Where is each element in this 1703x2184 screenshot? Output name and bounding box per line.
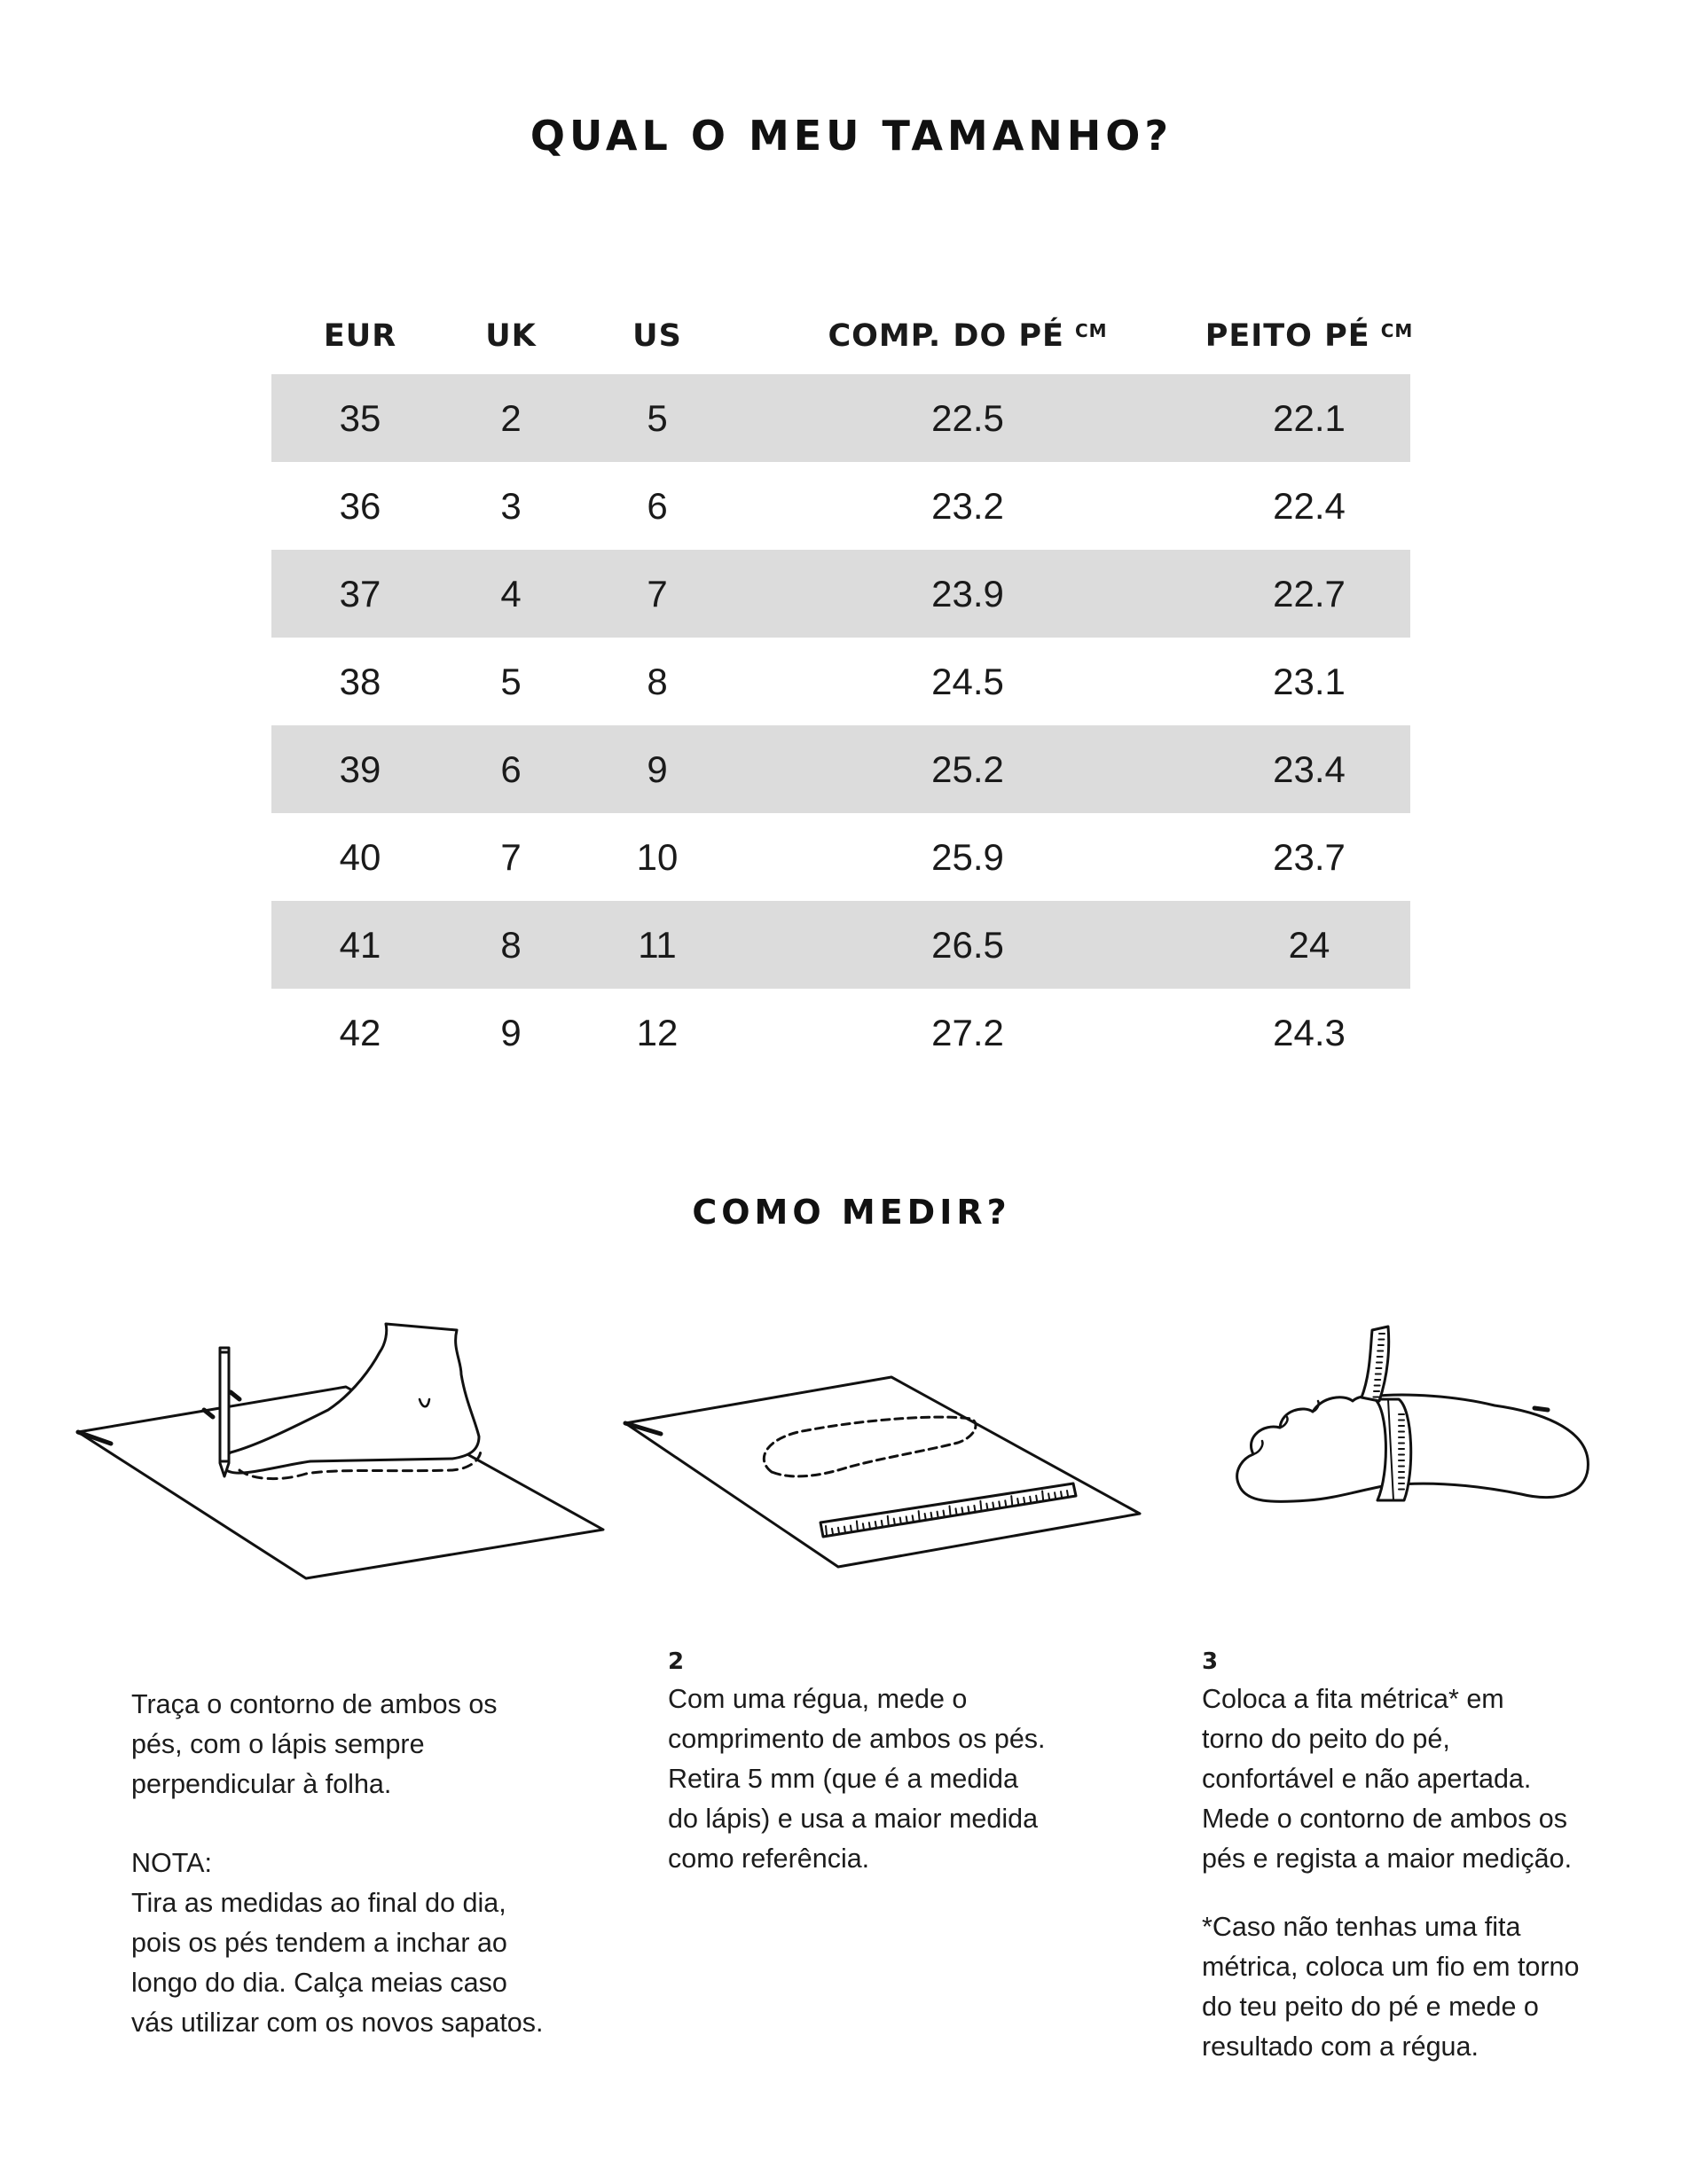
step-1-text: Traça o contorno de ambos os pés, com o lápis sempre perpendicular à folha. — [131, 1689, 498, 1799]
cell-us: 6 — [647, 484, 668, 527]
ruler-tick — [999, 1501, 1000, 1507]
cell-instep: 24.3 — [1273, 1011, 1346, 1053]
cell-foot-length: 24.5 — [931, 660, 1004, 702]
cell-uk: 2 — [500, 396, 522, 439]
ruler-tick — [900, 1517, 901, 1523]
ruler-tick — [931, 1513, 932, 1518]
header-foot-length: COMP. DO PÉ $^{CM}$ — [828, 318, 1108, 354]
step-1-note-label: NOTA: — [131, 1848, 212, 1878]
ruler-tick — [919, 1511, 920, 1520]
foot-trace-illustration — [71, 1312, 612, 1578]
ruler-tick — [1005, 1500, 1006, 1506]
ruler-tick — [986, 1504, 987, 1509]
table-header-row — [271, 300, 1414, 372]
cell-foot-length: 23.2 — [931, 484, 1004, 527]
size-table — [271, 300, 1414, 1076]
step-3-text: Coloca a fita métrica* em torno do peito do pé, confortável e não apertada. Mede o contorno de ambos os pés e regista a maior medição. — [1202, 1684, 1573, 1874]
cell-uk: 7 — [500, 835, 522, 878]
ruler-tick — [961, 1507, 962, 1513]
table-row — [271, 813, 1410, 901]
table-body — [271, 374, 1410, 1076]
ruler-tick — [1036, 1496, 1037, 1501]
ruler-tick — [1061, 1491, 1062, 1497]
cell-foot-length: 25.2 — [931, 748, 1004, 790]
step-3-number: 3 — [1202, 1648, 1219, 1675]
cell-uk: 6 — [500, 748, 522, 790]
ruler-tick — [1030, 1497, 1031, 1502]
cell-eur: 37 — [339, 572, 381, 614]
ruler-tick — [1055, 1492, 1056, 1498]
cell-instep: 22.1 — [1273, 396, 1346, 439]
cell-uk: 3 — [500, 484, 522, 527]
cell-instep: 22.7 — [1273, 572, 1346, 614]
header-eur: EUR — [323, 318, 397, 354]
ruler-tick — [974, 1506, 975, 1511]
cell-eur: 40 — [339, 835, 381, 878]
step-1-note: Tira as medidas ao final do dia, pois os pés tendem a inchar ao longo do dia. Calça meias caso vás utilizar com os novos sapatos. — [131, 1888, 544, 2038]
ruler-tick — [888, 1516, 889, 1525]
step-2-text: Com uma régua, mede o comprimento de ambos os pés. Retira 5 mm (que é a medida do lápis) e usa a maior medida como referência. — [668, 1684, 1046, 1874]
cell-foot-length: 23.9 — [931, 572, 1004, 614]
cell-instep: 23.4 — [1273, 748, 1346, 790]
ruler-tick — [869, 1523, 870, 1528]
table-row — [271, 462, 1410, 550]
table-row — [271, 901, 1410, 989]
cell-foot-length: 22.5 — [931, 396, 1004, 439]
ruler-tick — [944, 1511, 945, 1516]
cell-foot-length: 26.5 — [931, 923, 1004, 966]
table-row — [271, 989, 1410, 1076]
unit-cm: CM — [1074, 320, 1108, 341]
cell-uk: 4 — [500, 572, 522, 614]
cell-us: 10 — [636, 835, 679, 878]
cell-eur: 41 — [339, 923, 381, 966]
cell-us: 9 — [647, 748, 668, 790]
cell-us: 11 — [638, 923, 677, 966]
header-instep: PEITO PÉ $^{CM}$ — [1205, 318, 1414, 354]
ruler-tick — [863, 1523, 864, 1529]
step-2-number: 2 — [668, 1648, 685, 1675]
ruler-tick — [949, 1506, 950, 1515]
cell-eur: 35 — [339, 396, 381, 439]
cell-eur: 39 — [339, 748, 381, 790]
table-row — [271, 725, 1410, 813]
step-2 — [668, 1644, 1138, 1879]
cell-eur: 42 — [339, 1011, 381, 1053]
ruler-tick — [832, 1529, 833, 1534]
section-title: COMO MEDIR? — [692, 1193, 1011, 1232]
cell-us: 5 — [647, 396, 668, 439]
ruler-tick — [1042, 1491, 1043, 1500]
cell-eur: 38 — [339, 660, 381, 702]
cell-eur: 36 — [339, 484, 381, 527]
page-title: QUAL O MEU TAMANHO? — [530, 112, 1173, 160]
step-1 — [131, 1685, 593, 2043]
table-row — [271, 638, 1410, 725]
ruler-tick — [1017, 1499, 1018, 1504]
ruler-tick — [913, 1515, 914, 1521]
ruler-tick — [1048, 1493, 1049, 1499]
header-uk: UK — [485, 318, 537, 354]
ruler-tick — [980, 1501, 981, 1510]
ruler-tick — [894, 1519, 895, 1524]
ruler-tick — [906, 1516, 907, 1522]
cell-uk: 9 — [500, 1011, 522, 1053]
cell-instep: 24 — [1288, 923, 1330, 966]
cell-foot-length: 25.9 — [931, 835, 1004, 878]
ruler-tick — [857, 1521, 858, 1530]
cell-uk: 8 — [500, 923, 522, 966]
step-3-footnote: *Caso não tenhas uma fita métrica, coloca um fio em torno do teu peito do pé e mede o resultado com a régua. — [1202, 1912, 1580, 2062]
header-us: US — [632, 318, 682, 354]
ruler-tick — [1011, 1496, 1012, 1505]
cell-us: 12 — [636, 1011, 679, 1053]
ruler-tick — [844, 1527, 845, 1532]
unit-cm: CM — [1380, 320, 1414, 341]
table-row — [271, 550, 1410, 638]
tape-measure-illustration — [1228, 1312, 1592, 1543]
cell-uk: 5 — [500, 660, 522, 702]
ruler-tick — [955, 1508, 956, 1514]
cell-instep: 23.7 — [1273, 835, 1346, 878]
ruler-tick — [882, 1521, 883, 1526]
ruler-tick — [826, 1526, 827, 1535]
ruler-measure-illustration — [621, 1370, 1153, 1565]
cell-instep: 23.1 — [1273, 660, 1346, 702]
ruler-tick — [851, 1525, 852, 1530]
cell-foot-length: 27.2 — [931, 1011, 1004, 1053]
cell-instep: 22.4 — [1273, 484, 1346, 527]
ruler-tick — [925, 1514, 926, 1519]
ruler-tick — [838, 1528, 839, 1533]
ruler-tick — [1067, 1491, 1068, 1496]
step-3 — [1202, 1644, 1628, 2067]
ruler-tick — [875, 1522, 876, 1527]
table-row — [271, 374, 1410, 462]
ruler-tick — [968, 1507, 969, 1512]
cell-us: 8 — [647, 660, 668, 702]
cell-us: 7 — [647, 572, 668, 614]
